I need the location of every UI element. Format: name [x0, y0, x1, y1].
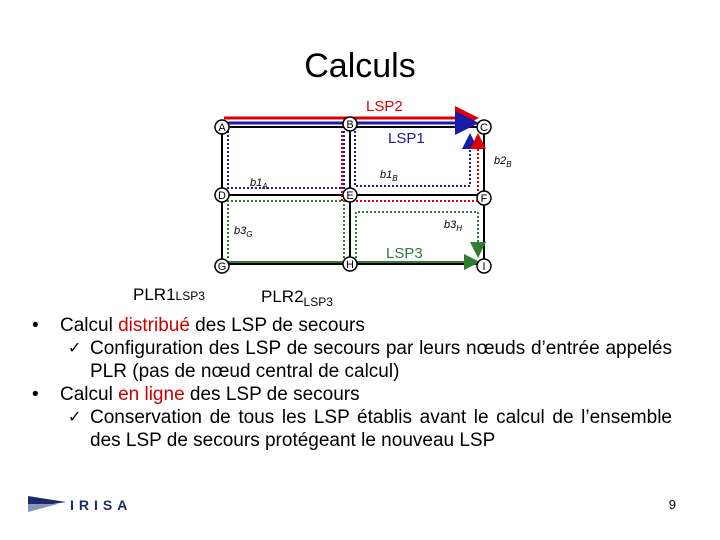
- check-icon: ✓: [68, 409, 82, 426]
- sub-bullet-item: ✓ Conservation de tous les LSP établis avant le calcul de l’ensemble des LSP de secours protégeant le nouveau LSP: [68, 407, 672, 451]
- label-lsp1: LSP1: [388, 130, 425, 147]
- highlight-text: distribué: [118, 315, 190, 336]
- node-g: [215, 259, 229, 273]
- svg-text:IRISA: IRISA: [70, 497, 133, 513]
- irisa-logo: [28, 490, 138, 518]
- svg-text:I: I: [482, 261, 486, 273]
- label-lsp3: LSP3: [386, 245, 423, 262]
- node-f: [477, 191, 491, 205]
- label-b2b: $b2_B$: [494, 155, 512, 169]
- node-d: [215, 188, 229, 202]
- svg-text:D: D: [218, 190, 226, 202]
- page-number: 9: [668, 497, 676, 512]
- node-h: [343, 257, 357, 271]
- svg-text:B: B: [346, 119, 354, 131]
- svg-text:F: F: [480, 193, 488, 205]
- bullet-marker: •: [32, 384, 39, 405]
- node-e: [343, 188, 357, 202]
- node-a: [215, 120, 229, 134]
- label-lsp2: LSP2: [366, 98, 403, 115]
- node-b: [343, 117, 357, 131]
- label-b1b: $b1_B$: [380, 169, 398, 183]
- svg-text:G: G: [217, 261, 227, 273]
- node-c: [477, 120, 491, 134]
- bullet-list: [32, 314, 672, 452]
- slide-title: Calculs: [304, 47, 416, 85]
- svg-text:E: E: [346, 190, 354, 202]
- bullet-item: • Calcul distribué des LSP de secours: [32, 315, 365, 336]
- svg-text:C: C: [480, 122, 488, 134]
- label-plr1: PLR1LSP3: [133, 285, 205, 304]
- label-b3g: $b3_G$: [234, 225, 253, 239]
- check-icon: ✓: [68, 340, 82, 357]
- label-b1a: $b1_A$: [250, 177, 268, 191]
- node-i: [477, 259, 491, 273]
- label-plr2: $PLR2_{LSP3}$: [261, 287, 333, 309]
- bullet-marker: •: [32, 315, 39, 336]
- svg-text:H: H: [346, 259, 354, 271]
- bullet-item: • Calcul en ligne des LSP de secours: [32, 384, 360, 405]
- highlight-text: en ligne: [118, 384, 185, 405]
- sub-bullet-item: ✓ Configuration des LSP de secours par leurs nœuds d’entrée appelés PLR (pas de nœud central de calcul): [68, 338, 672, 382]
- label-b3h: $b3_H$: [444, 219, 463, 233]
- bypass-b1a: [228, 131, 344, 188]
- svg-text:A: A: [218, 122, 226, 134]
